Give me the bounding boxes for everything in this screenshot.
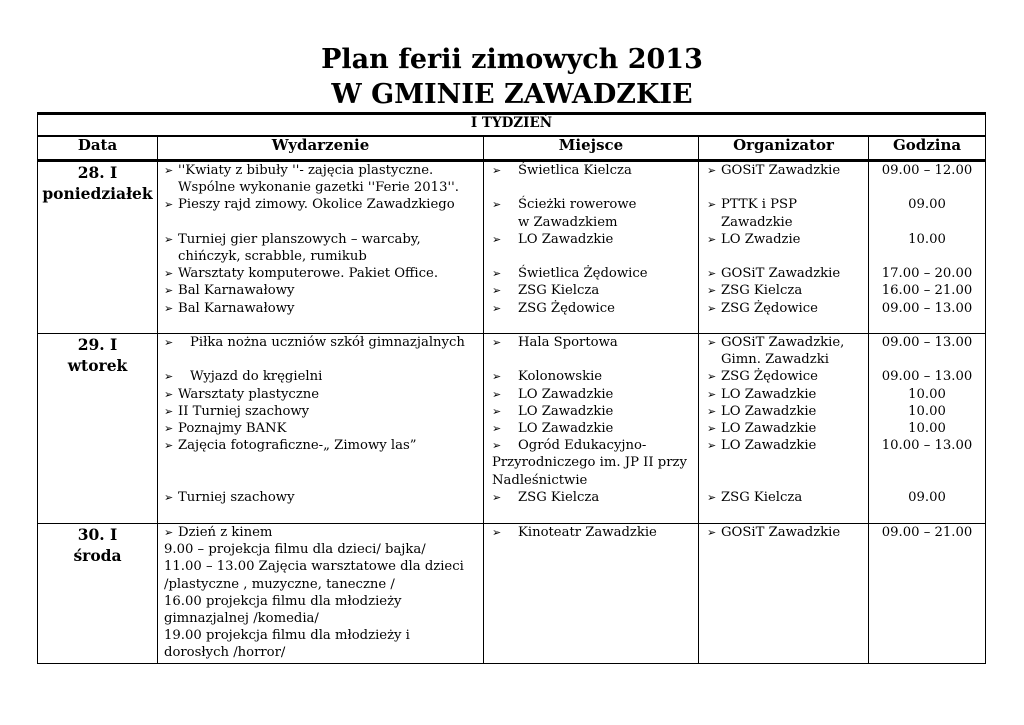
event-item-cont: 9.00 – projekcja filmu dla dzieci/ bajka/ (164, 542, 426, 558)
place-cell (484, 334, 699, 524)
organizer-item: ➢ GOSiT Zawadzkie (707, 524, 868, 541)
date-cell (38, 161, 158, 334)
place-cell (484, 524, 699, 664)
event-cell (158, 334, 484, 524)
day-weekday: środa (73, 546, 122, 565)
hour-item: 10.00 (908, 231, 946, 247)
day-date: 29. I (77, 335, 118, 354)
event-cell (158, 524, 484, 664)
organizer-item: ➢ LO Zawadzkie (707, 403, 868, 420)
event-item-cont: /plastyczne , muzyczne, taneczne / (164, 576, 395, 592)
organizer-item: ➢ PTTK i PSP (707, 196, 868, 213)
place-item: ➢ Ogród Edukacyjno- (492, 437, 698, 454)
hour-cell (869, 161, 986, 334)
organizer-item: ➢ ZSG Żędowice (707, 300, 868, 317)
organizer-item: ➢ ZSG Kielcza (707, 489, 868, 506)
hour-cell (869, 524, 986, 664)
day-weekday: wtorek (67, 356, 128, 375)
organizer-item: ➢ GOSiT Zawadzkie (707, 265, 868, 282)
organizer-item: ➢ LO Zawadzkie (707, 420, 868, 437)
hour-item: 09.00 – 13.00 (881, 335, 973, 350)
hour-item: 10.00 (908, 386, 946, 402)
date-cell (38, 334, 158, 524)
organizer-cell (699, 334, 869, 524)
event-item: ➢ Bal Karnawałowy (164, 282, 483, 299)
event-cell (158, 161, 484, 334)
organizer-item: ➢ GOSiT Zawadzkie, (707, 334, 868, 351)
header-row (38, 136, 986, 161)
place-item: ➢ Hala Sportowa (492, 334, 698, 351)
week-row (38, 114, 986, 137)
organizer-item: ➢ ZSG Żędowice (707, 368, 868, 385)
event-item: ➢ Turniej szachowy (164, 489, 483, 506)
column-header-place: Miejsce (484, 136, 699, 161)
event-item-cont: 16.00 projekcja filmu dla młodzieży (164, 593, 402, 609)
organizer-item-cont: Zawadzkie (721, 214, 793, 230)
table-row (38, 524, 986, 664)
event-item: ➢ Bal Karnawałowy (164, 300, 483, 317)
event-item: ➢ Warsztaty komputerowe. Pakiet Office. (164, 265, 483, 282)
organizer-cell (699, 161, 869, 334)
organizer-item: ➢ LO Zawadzkie (707, 437, 868, 454)
hour-item: 09.00 (908, 489, 946, 505)
event-item-cont: 19.00 projekcja filmu dla młodzieży i (164, 628, 410, 644)
hour-item: 09.00 – 13.00 (881, 300, 973, 316)
place-item: ➢ Świetlica Żędowice (492, 265, 698, 282)
event-item-cont: dorosłych /horror/ (164, 645, 286, 661)
hour-cell (869, 334, 986, 524)
column-header-event: Wydarzenie (158, 136, 484, 161)
event-item-cont: chińczyk, scrabble, rumikub (178, 249, 367, 264)
place-item-cont: Nadleśnictwie (492, 472, 588, 488)
hour-item: 09.00 – 21.00 (881, 525, 973, 540)
event-item-cont: 11.00 – 13.00 Zajęcia warsztatowe dla dzieci (164, 559, 464, 575)
event-item: ➢ Dzień z kinem (164, 524, 483, 541)
place-item: ➢ Świetlica Kielcza (492, 162, 698, 179)
hour-item: 10.00 – 13.00 (881, 438, 973, 454)
organizer-item-cont: Gimn. Zawadzki (721, 352, 829, 368)
hour-item: 09.00 (908, 197, 946, 213)
place-item: ➢ Ścieżki rowerowe (492, 196, 698, 213)
hour-item: 10.00 (908, 403, 946, 419)
event-item: ➢ II Turniej szachowy (164, 403, 483, 420)
place-item: ➢ ZSG Kielcza (492, 489, 698, 506)
column-header-date: Data (38, 136, 158, 161)
event-item: ➢ Warsztaty plastyczne (164, 386, 483, 403)
place-item: ➢ LO Zawadzkie (492, 386, 698, 403)
organizer-item: ➢ ZSG Kielcza (707, 282, 868, 299)
place-item: ➢ LO Zawadzkie (492, 420, 698, 437)
event-item-cont: Wspólne wykonanie gazetki ''Ferie 2013''. (178, 180, 459, 196)
organizer-item: ➢ GOSiT Zawadzkie (707, 162, 868, 179)
hour-item: 17.00 – 20.00 (881, 266, 973, 282)
organizer-item: ➢ LO Zawadzkie (707, 386, 868, 403)
place-item: ➢ LO Zawadzkie (492, 403, 698, 420)
event-item-cont: gimnazjalnej /komedia/ (164, 611, 319, 627)
hour-item: 10.00 (908, 421, 946, 436)
place-item: ➢ Kinoteatr Zawadzkie (492, 524, 698, 541)
day-date: 28. I (77, 163, 118, 182)
place-item: ➢ LO Zawadzkie (492, 231, 698, 248)
date-cell (38, 524, 158, 664)
hour-item: 09.00 – 13.00 (881, 369, 973, 385)
table-row (38, 334, 986, 524)
hour-item: 09.00 – 12.00 (881, 163, 973, 178)
schedule-table (37, 112, 986, 664)
place-item-cont: Przyrodniczego im. JP II przy (492, 455, 687, 471)
place-item: ➢ ZSG Żędowice (492, 300, 698, 317)
hour-item: 16.00 – 21.00 (881, 283, 973, 299)
table-row (38, 161, 986, 334)
place-item-cont: w Zawadzkiem (518, 214, 618, 230)
organizer-cell (699, 524, 869, 664)
document-title: Plan ferii zimowych 2013 (321, 44, 703, 75)
day-date: 30. I (77, 525, 118, 544)
event-item: ➢ Wyjazd do kręgielni (164, 368, 483, 385)
event-item: ➢ Pieszy rajd zimowy. Okolice Zawadzkiego (164, 196, 483, 213)
document-subtitle: W GMINIE ZAWADZKIE (331, 79, 693, 110)
place-item: ➢ Kolonowskie (492, 368, 698, 385)
organizer-item: ➢ LO Zwadzie (707, 231, 868, 248)
week-label: I TYDZIEŃ (38, 114, 986, 137)
event-item: ➢ Piłka nożna uczniów szkół gimnazjalnych (164, 334, 483, 351)
column-header-hour: Godzina (869, 136, 986, 161)
event-item: ➢ Zajęcia fotograficzne-„ Zimowy las” (164, 437, 483, 454)
place-item: ➢ ZSG Kielcza (492, 282, 698, 299)
event-item: ➢ Poznajmy BANK (164, 420, 483, 437)
day-weekday: poniedziałek (42, 184, 153, 203)
column-header-organizer: Organizator (699, 136, 869, 161)
place-cell (484, 161, 699, 334)
event-item: ➢ Turniej gier planszowych – warcaby, (164, 231, 483, 248)
event-item: ➢ ''Kwiaty z bibuły ''- zajęcia plastyczne. (164, 162, 483, 179)
